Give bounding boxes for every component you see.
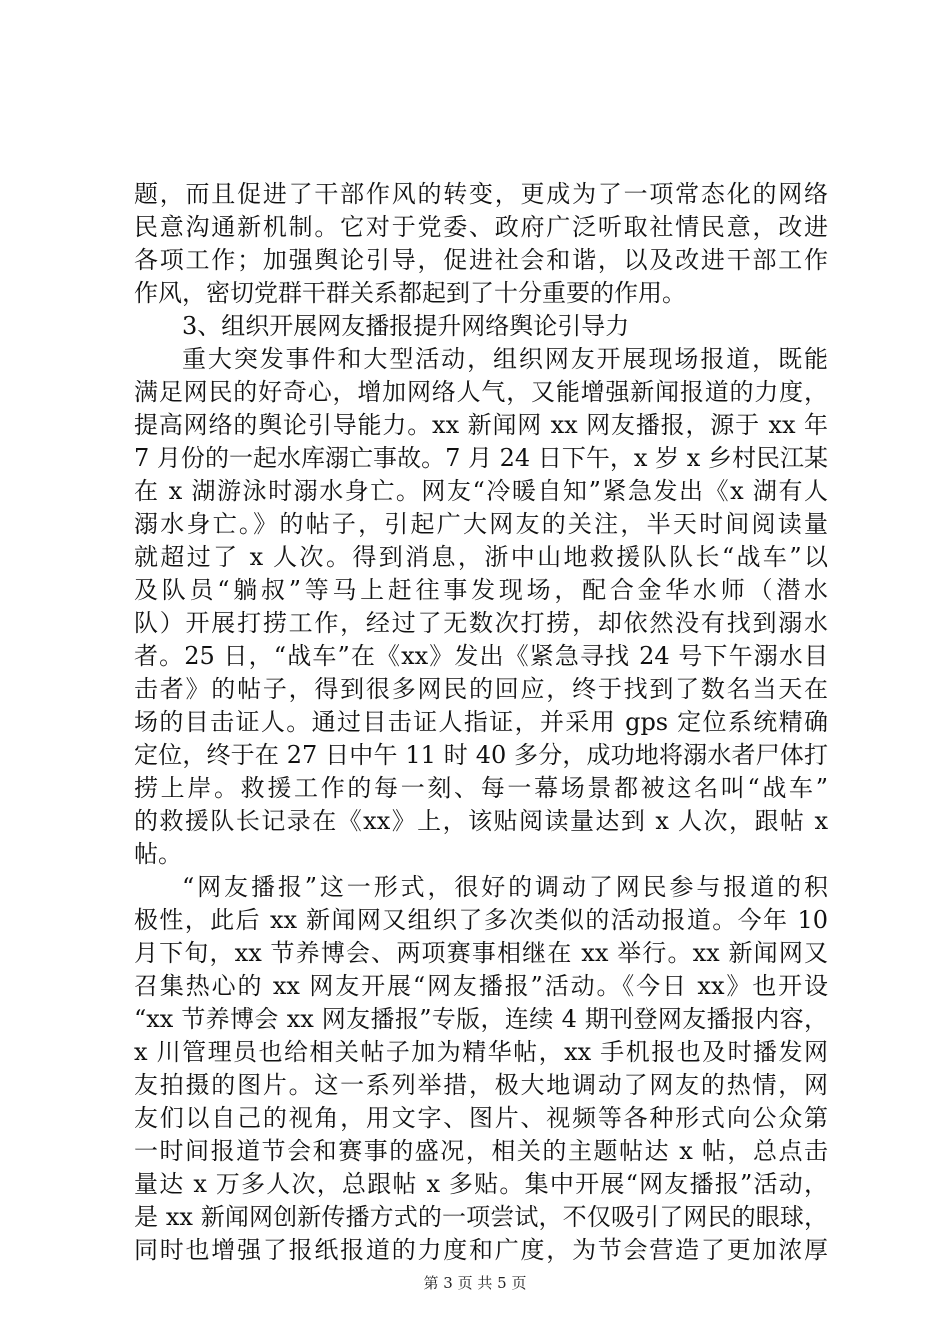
- text-line: 的救援队长记录在《xx》上，该贴阅读量达到 x 人次，跟帖 x: [134, 807, 828, 835]
- text-line: 及队员“躺叔”等马上赶往事发现场，配合金华水师（潜水: [134, 576, 828, 604]
- text-line: 召集热心的 xx 网友开展“网友播报”活动。《今日 xx》也开设: [134, 972, 828, 1000]
- page-footer: 第 3 页 共 5 页: [423, 1274, 527, 1292]
- text-line: 在 x 湖游泳时溺水身亡。网友“冷暖自知”紧急发出《x 湖有人: [134, 477, 828, 505]
- text-line: x 川管理员也给相关帖子加为精华帖，xx 手机报也及时播发网: [134, 1038, 828, 1066]
- text-line: 队）开展打捞工作，经过了无数次打捞，却依然没有找到溺水: [134, 609, 828, 637]
- text-line: 作风，密切党群干群关系都起到了十分重要的作用。: [134, 279, 686, 307]
- text-line: 就超过了 x 人次。得到消息，浙中山地救援队队长“战车”以: [134, 543, 828, 571]
- text-line: 量达 x 万多人次，总跟帖 x 多贴。集中开展“网友播报”活动，: [134, 1170, 828, 1198]
- text-line: 是 xx 新闻网创新传播方式的一项尝试，不仅吸引了网民的眼球，: [134, 1203, 828, 1231]
- text-line: 帖。: [134, 840, 182, 868]
- text-line: 极性，此后 xx 新闻网又组织了多次类似的活动报道。今年 10: [134, 906, 828, 934]
- document-body: [134, 178, 828, 1267]
- text-line: 题，而且促进了干部作风的转变，更成为了一项常态化的网络: [134, 180, 828, 208]
- text-line: 民意沟通新机制。它对于党委、政府广泛听取社情民意，改进: [134, 213, 828, 241]
- text-line: 各项工作；加强舆论引导，促进社会和谐，以及改进干部工作: [134, 246, 828, 274]
- text-line: 月下旬，xx 节养博会、两项赛事相继在 xx 举行。xx 新闻网又: [134, 939, 828, 967]
- text-line: 场的目击证人。通过目击证人指证，并采用 gps 定位系统精确: [134, 708, 828, 736]
- text-line: “网友播报”这一形式，很好的调动了网民参与报道的积: [182, 873, 828, 901]
- text-line: 一时间报道节会和赛事的盛况，相关的主题帖达 x 帖，总点击: [134, 1137, 828, 1165]
- text-line: 友们以自己的视角，用文字、图片、视频等各种形式向公众第: [134, 1104, 828, 1132]
- text-line: 溺水身亡。》的帖子，引起广大网友的关注，半天时间阅读量: [134, 510, 828, 538]
- text-line: 者。25 日，“战车”在《xx》发出《紧急寻找 24 号下午溺水目: [134, 642, 828, 670]
- text-line: “xx 节养博会 xx 网友播报”专版，连续 4 期刊登网友播报内容，: [134, 1005, 828, 1033]
- text-line: 同时也增强了报纸报道的力度和广度，为节会营造了更加浓厚: [134, 1236, 828, 1264]
- section-heading: 3、组织开展网友播报提升网络舆论引导力: [182, 312, 630, 340]
- text-line: 捞上岸。救援工作的每一刻、每一幕场景都被这名叫“战车”: [134, 774, 828, 802]
- text-line: 击者》的帖子，得到很多网民的回应，终于找到了数名当天在: [134, 675, 828, 703]
- text-line: 定位，终于在 27 日中午 11 时 40 多分，成功地将溺水者尸体打: [134, 741, 828, 769]
- text-line: 满足网民的好奇心，增加网络人气，又能增强新闻报道的力度，: [134, 378, 828, 406]
- text-line: 重大突发事件和大型活动，组织网友开展现场报道，既能: [182, 345, 828, 373]
- text-line: 提高网络的舆论引导能力。xx 新闻网 xx 网友播报，源于 xx 年: [134, 411, 828, 439]
- text-line: 友拍摄的图片。这一系列举措，极大地调动了网友的热情，网: [134, 1071, 828, 1099]
- text-line: 7 月份的一起水库溺亡事故。7 月 24 日下午，x 岁 x 乡村民江某: [134, 444, 828, 472]
